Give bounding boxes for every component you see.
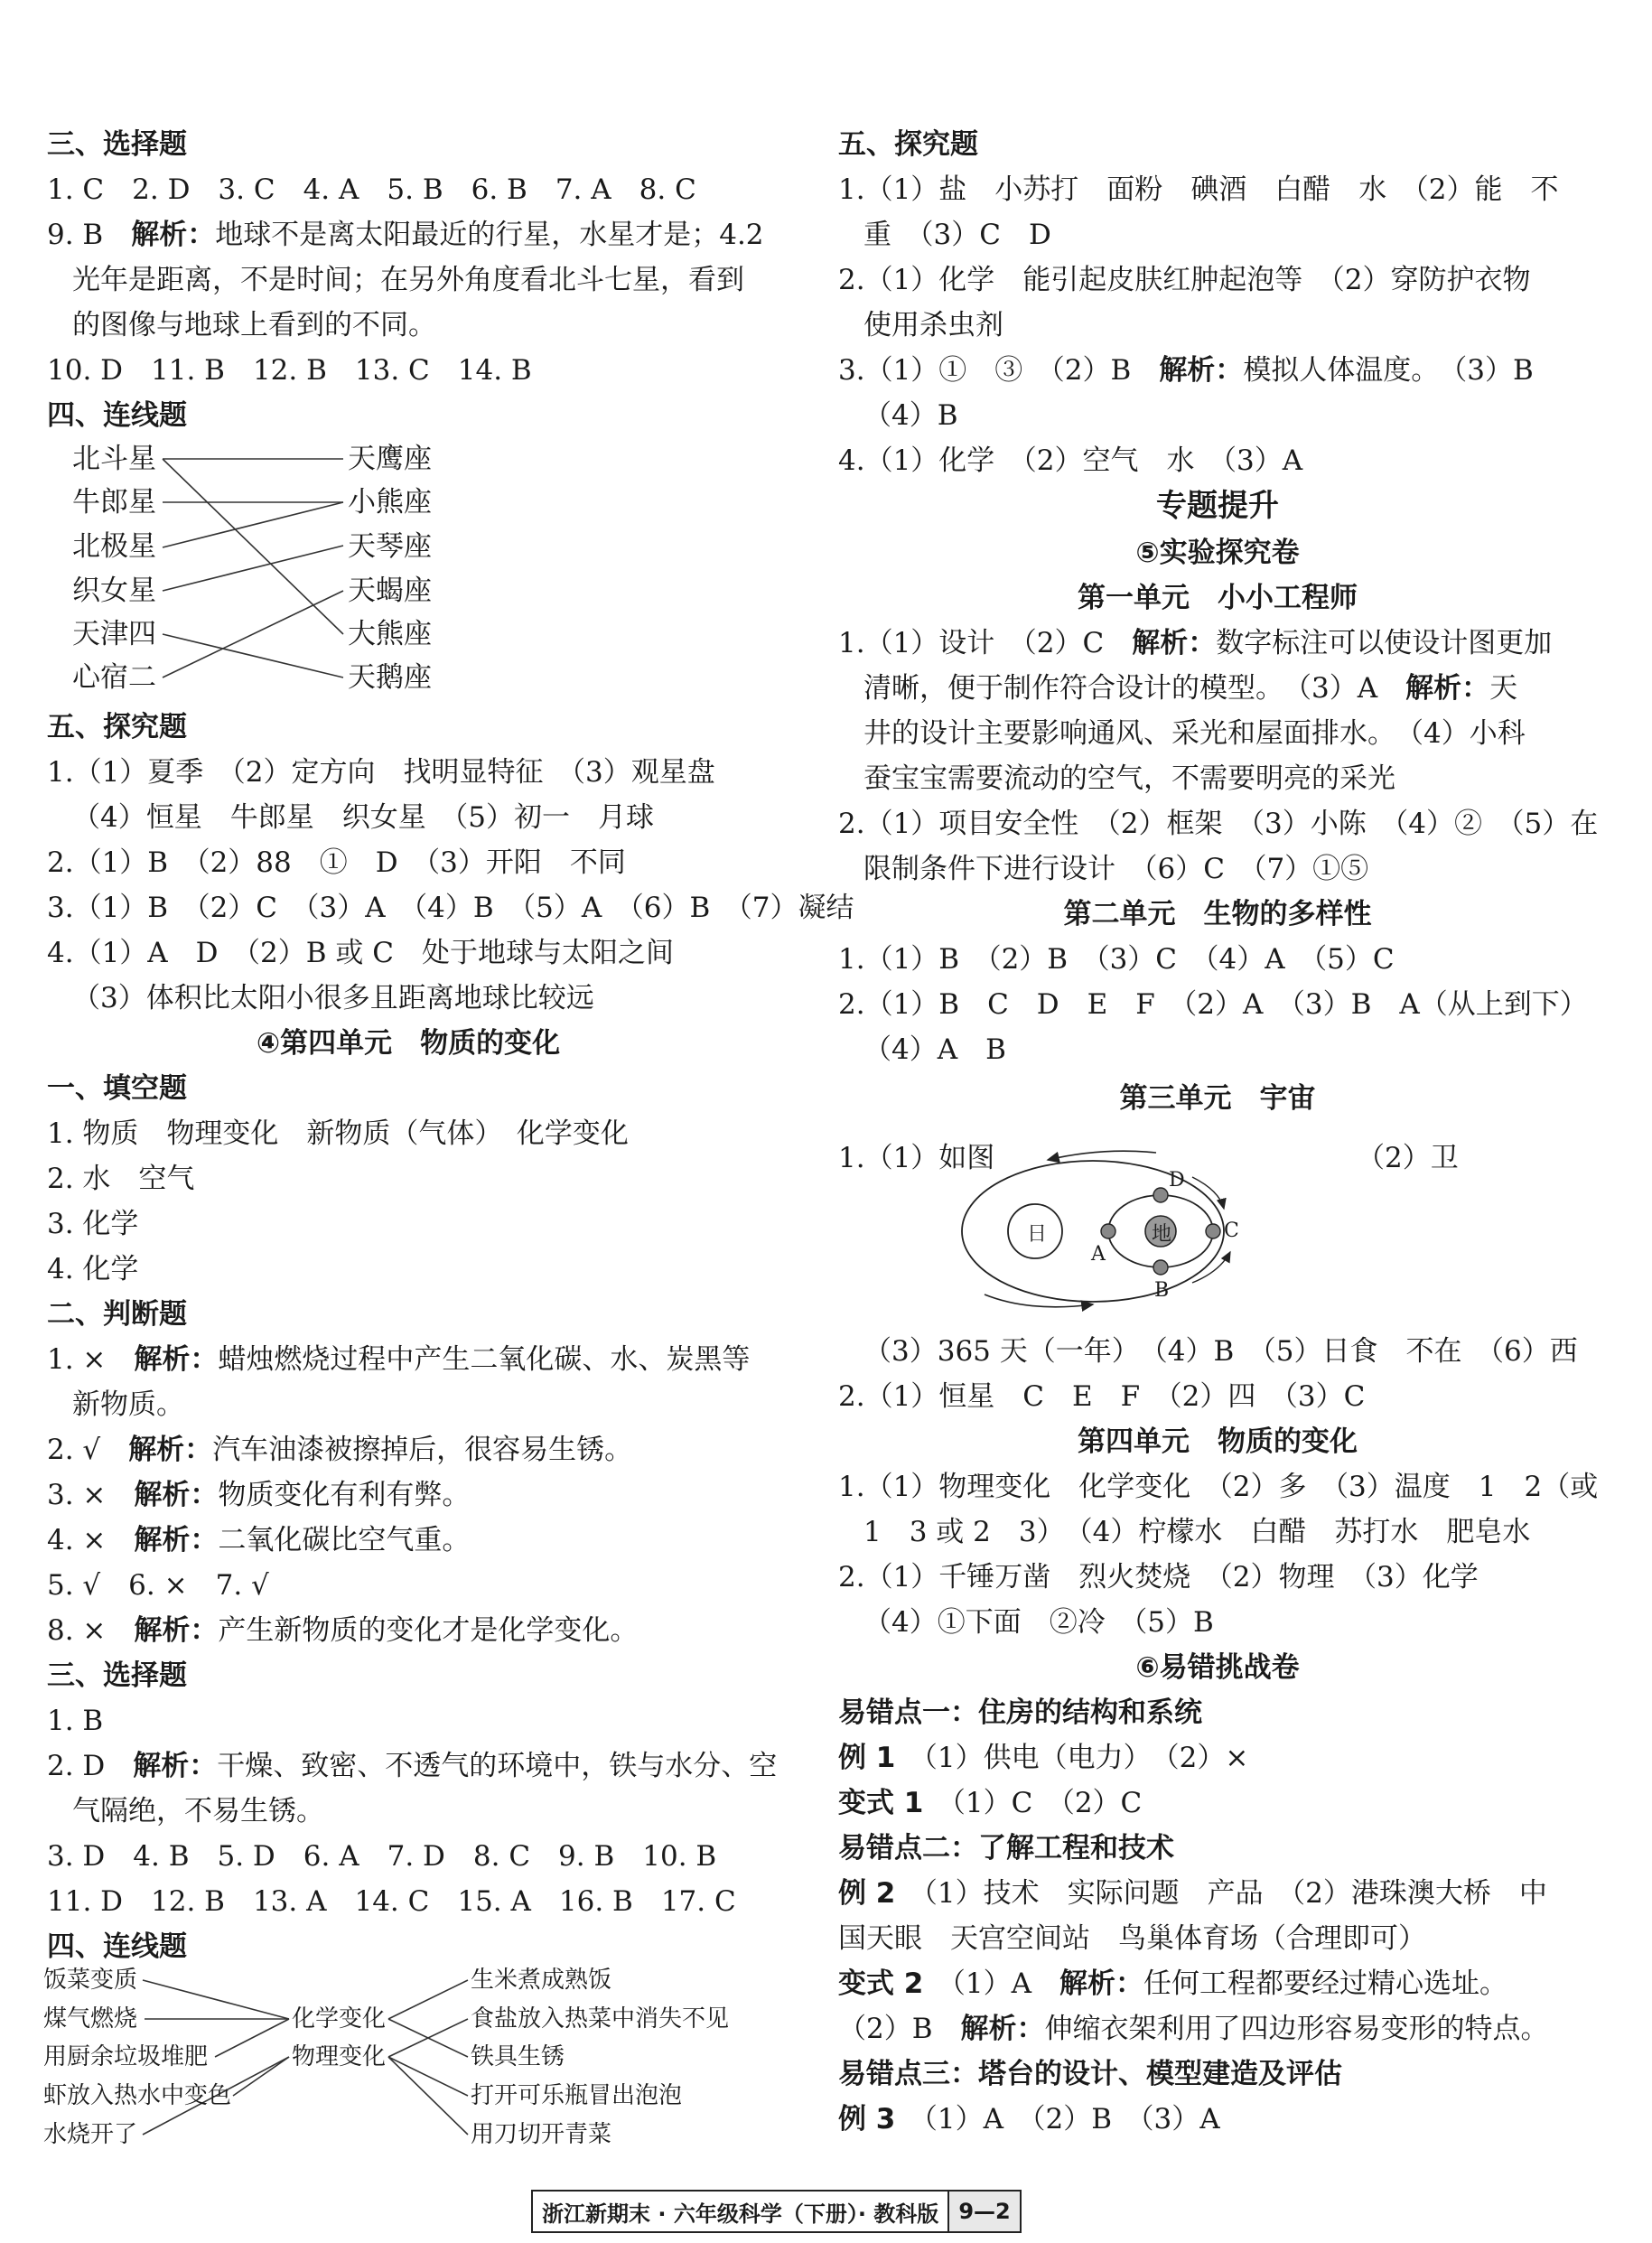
section-title: 二、判断题 (47, 1298, 187, 1331)
point-d-label: D (1169, 1169, 1185, 1192)
section-title: 五、探究题 (838, 128, 978, 161)
answer-line: 4.（1）化学 （2）空气 水 （3）A (838, 444, 1303, 477)
match-right-item: 天琴座 (348, 530, 432, 563)
answer-line: 2.（1）B C D E F （2）A （3）B A（从上到下） (838, 988, 1588, 1021)
volume-title: ⑥易错挑战卷 (1135, 1651, 1300, 1684)
change-type-matching (43, 1965, 784, 2154)
answer-line: 变式 2 （1）A 解析：任何工程都要经过精心选址。 (838, 1967, 1507, 2000)
answer-line: 1.（1）如图 (838, 1142, 995, 1174)
answer-line: 1.（1）设计 （2）C 解析：数字标注可以使设计图更加 (838, 627, 1553, 659)
section-title: 四、连线题 (47, 1930, 187, 1963)
answer-line: （2）卫 (1357, 1142, 1459, 1174)
footer-title: 浙江新期末 · 六年级科学（下册）· 教科版 (542, 2201, 939, 2227)
sun-label: 日 (1027, 1223, 1048, 1246)
answer-line: 3. 化学 (47, 1208, 139, 1240)
answer-line: 例 3 （1）A （2）B （3）A (838, 2103, 1220, 2136)
page-number: 9—2 (947, 2192, 1019, 2231)
answer-line: （4）A B (863, 1033, 1006, 1066)
answer-line: 1.（1）夏季 （2）定方向 找明显特征 （3）观星盘 (47, 756, 715, 789)
answer-line: （4）B (863, 399, 958, 432)
answer-line: 1. C 2. D 3. C 4. A 5. B 6. B 7. A 8. C (47, 173, 696, 206)
answer-line: 使用杀虫剂 (863, 309, 1003, 341)
section-title: 三、选择题 (47, 128, 187, 161)
answer-line: 例 2 （1）技术 实际问题 产品 （2）港珠澳大桥 中 (838, 1877, 1547, 1910)
answer-line: 11. D 12. B 13. A 14. C 15. A 16. B 17. C (47, 1885, 736, 1918)
match-right-item: 铁具生锈 (471, 2043, 565, 2070)
error-point-title: 易错点二：了解工程和技术 (838, 1832, 1174, 1864)
answer-line: （3）体积比太阳小很多且距离地球比较远 (72, 982, 594, 1014)
page-footer (531, 2190, 1022, 2233)
answer-line: 1.（1）物理变化 化学变化 （2）多 （3）温度 1 2（或 (838, 1471, 1599, 1503)
unit-title: 第三单元 宇宙 (1119, 1082, 1316, 1115)
answer-line: 1. 物质 物理变化 新物质（气体） 化学变化 (47, 1117, 629, 1150)
answer-line: 4. × 解析：二氧化碳比空气重。 (47, 1524, 471, 1556)
answer-line: 9. B 解析：地球不是离太阳最近的行星，水星才是；4.2 (47, 219, 764, 251)
answer-line: 2.（1）B （2）88 ① D （3）开阳 不同 (47, 846, 626, 879)
star-constellation-matching (72, 441, 470, 703)
answer-line: 例 1 （1）供电（电力） （2）× (838, 1742, 1249, 1774)
point-c-label: C (1224, 1220, 1239, 1242)
answer-line: （2）B 解析：伸缩衣架利用了四边形容易变形的特点。 (838, 2013, 1549, 2045)
orbit-svg (948, 1145, 1346, 1317)
answer-line: 3.（1）B （2）C （3）A （4）B （5）A （6）B （7）凝结 (47, 892, 854, 924)
match-mid-item: 化学变化 (292, 2005, 387, 2033)
answer-line: 井的设计主要影响通风、采光和屋面排水。 （4）小科 (863, 717, 1526, 750)
unit-title: 第四单元 物质的变化 (1078, 1425, 1358, 1458)
answer-line: 2. D 解析：干燥、致密、不透气的环境中，铁与水分、空 (47, 1750, 778, 1782)
answer-line: 2.（1）恒星 C E F （2）四 （3）C (838, 1380, 1366, 1413)
answer-line: 蚕宝宝需要流动的空气，不需要明亮的采光 (863, 762, 1395, 795)
match-left-item: 北斗星 (72, 443, 156, 475)
answer-line: 2. √ 解析：汽车油漆被擦掉后，很容易生锈。 (47, 1434, 633, 1466)
match-left-item: 心宿二 (72, 661, 156, 694)
section-title: 五、探究题 (47, 711, 187, 743)
unit-title: ④第四单元 物质的变化 (256, 1027, 561, 1060)
match-left-item: 织女星 (72, 575, 156, 607)
answer-line: 2.（1）千锤万凿 烈火焚烧 （2）物理 （3）化学 (838, 1561, 1479, 1593)
volume-title: ⑤实验探究卷 (1135, 537, 1300, 569)
answer-line: 4.（1）A D （2）B 或 C 处于地球与太阳之间 (47, 937, 674, 969)
point-b-label: B (1154, 1279, 1170, 1302)
answer-line: 5. √ 6. × 7. √ (47, 1569, 269, 1602)
error-point-title: 易错点一：住房的结构和系统 (838, 1696, 1202, 1729)
answer-line: 3.（1）① ③ （2）B 解析：模拟人体温度。 （3）B (838, 354, 1534, 387)
answer-line: 的图像与地球上看到的不同。 (72, 309, 436, 341)
section-title: 三、选择题 (47, 1659, 187, 1692)
answer-line: 3. × 解析：物质变化有利有弊。 (47, 1479, 471, 1511)
section-title: 一、填空题 (47, 1072, 187, 1105)
unit-title: 第一单元 小小工程师 (1078, 582, 1358, 614)
match-right-item: 生米煮成熟饭 (471, 1967, 612, 1994)
answer-line: 变式 1 （1）C （2）C (838, 1787, 1143, 1819)
answer-line: 1. B (47, 1705, 104, 1737)
answer-line: 2. 水 空气 (47, 1163, 195, 1195)
answer-line: 2.（1）项目安全性 （2）框架 （3）小陈 （4）② （5）在 (838, 808, 1599, 840)
answer-line: 3. D 4. B 5. D 6. A 7. D 8. C 9. B 10. B (47, 1840, 717, 1873)
unit-title: 第二单元 生物的多样性 (1063, 898, 1372, 930)
special-title: 专题提升 (1156, 488, 1279, 524)
match-left-item: 天津四 (72, 618, 156, 650)
match-right-item: 天鹅座 (348, 661, 432, 694)
answer-line: 2.（1）化学 能引起皮肤红肿起泡等 （2）穿防护衣物 (838, 264, 1531, 296)
answer-line: 1.（1）B （2）B （3）C （4）A （5）C (838, 943, 1395, 976)
answer-line: 限制条件下进行设计 （6）C （7）①⑤ (863, 853, 1369, 885)
match-right-item: 用刀切开青菜 (471, 2121, 612, 2148)
point-a-label: A (1091, 1243, 1106, 1266)
answer-line: 气隔绝，不易生锈。 (72, 1795, 324, 1827)
match-right-item: 食盐放入热菜中消失不见 (471, 2005, 730, 2033)
match-right-item: 天蝎座 (348, 575, 432, 607)
match-left-item: 牛郎星 (72, 486, 156, 519)
answer-line: 4. 化学 (47, 1253, 139, 1285)
match-right-item: 小熊座 (348, 486, 432, 519)
match-left-item: 煤气燃烧 (43, 2005, 138, 2033)
section-title: 四、连线题 (47, 399, 187, 432)
match-left-item: 虾放入热水中变色 (43, 2082, 232, 2109)
earth-label: 地 (1152, 1223, 1172, 1246)
match-right-item: 天鹰座 (348, 443, 432, 475)
error-point-title: 易错点三：塔台的设计、模型建造及评估 (838, 2058, 1342, 2090)
answer-line: （3）365 天（一年） （4）B （5）日食 不在 （6）西 (863, 1335, 1578, 1368)
answer-line: 清晰，便于制作符合设计的模型。 （3）A 解析：天 (863, 672, 1518, 705)
match-right-item: 打开可乐瓶冒出泡泡 (471, 2082, 683, 2109)
orbit-diagram (948, 1145, 1346, 1317)
match-left-item: 水烧开了 (43, 2121, 138, 2148)
match-left-item: 饭菜变质 (43, 1967, 138, 1994)
match-right-item: 大熊座 (348, 618, 432, 650)
match-left-item: 北极星 (72, 530, 156, 563)
answer-line: 8. × 解析：产生新物质的变化才是化学变化。 (47, 1614, 639, 1647)
answer-line: （4）恒星 牛郎星 织女星 （5）初一 月球 (72, 801, 654, 834)
answer-line: 1 3 或 2 3） （4）柠檬水 白醋 苏打水 肥皂水 (863, 1516, 1531, 1548)
answer-line: 国天眼 天宫空间站 鸟巢体育场（合理即可） (838, 1922, 1426, 1955)
answer-line: 10. D 11. B 12. B 13. C 14. B (47, 354, 532, 387)
match-left-item: 用厨余垃圾堆肥 (43, 2043, 209, 2070)
answer-line: 光年是距离，不是时间；在另外角度看北斗七星，看到 (72, 264, 744, 296)
answer-line: 1.（1）盐 小苏打 面粉 碘酒 白醋 水 （2）能 不 (838, 173, 1559, 206)
match-mid-item: 物理变化 (292, 2043, 387, 2070)
answer-line: （4）①下面 ②冷 （5）B (863, 1606, 1214, 1639)
answer-line: 1. × 解析：蜡烛燃烧过程中产生二氧化碳、水、炭黑等 (47, 1343, 751, 1376)
answer-line: 重 （3）C D (863, 219, 1051, 251)
answer-line: 新物质。 (72, 1388, 184, 1421)
